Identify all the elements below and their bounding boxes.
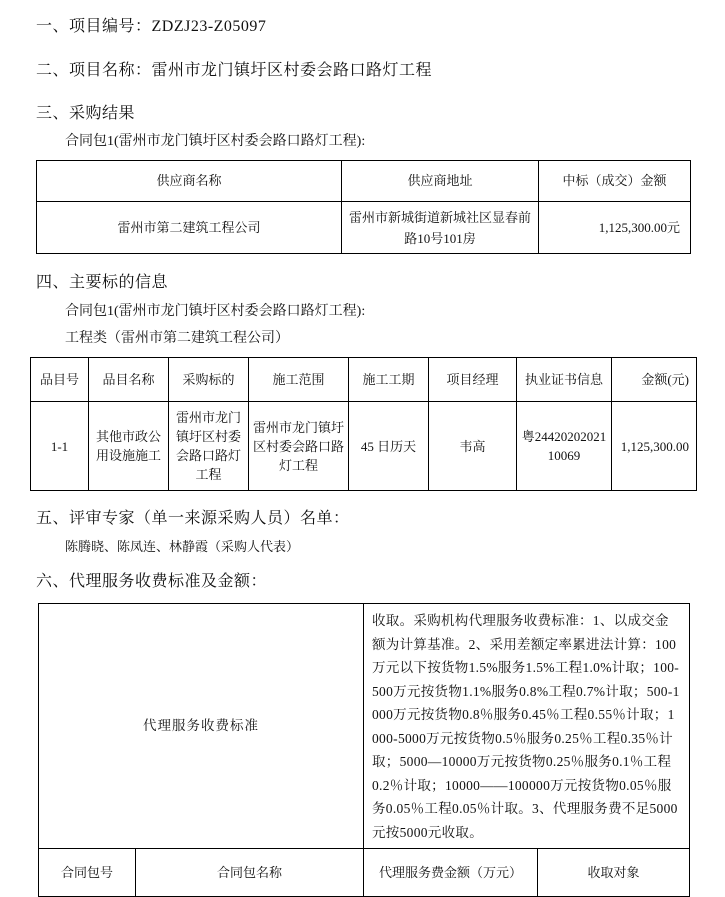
supplier-name-header: 供应商名称 <box>37 161 342 202</box>
supplier-name-cell: 雷州市第二建筑工程公司 <box>37 202 342 254</box>
agency-fee-standard-content-cell: 收取。采购机构代理服务收费标准：1、以成交金额为计算基准。2、采用差额定率累进法计算：100万元以下按货物1.5%服务1.5%工程1.0%计取；100-500万元按货物1.1%服务0.8%工程0.7%计取；500-1000万元按货物0.8％服务0.45％工程0.55％计取；1000-5000万元按货物0.5％服务0.25％工程0.35％计取；5000—10000万元按货物0.25％服务0.1％工程0.2％计取；10000——100000万元按货物0.05％服务0.05％工程0.05％计取。3、代理服务费不足5000元按5000元收取。 <box>364 604 690 849</box>
certificate-info-header: 执业证书信息 <box>517 358 612 402</box>
supplier-address-header: 供应商地址 <box>342 161 539 202</box>
project-manager-cell: 韦高 <box>429 402 517 491</box>
item-no-header: 品目号 <box>31 358 89 402</box>
subject-table-data-row <box>31 402 697 491</box>
award-amount-header: 中标（成交）金额 <box>539 161 691 202</box>
contract-package-line-1: 合同包1(雷州市龙门镇圩区村委会路口路灯工程): <box>65 134 366 149</box>
agency-fee-standard-label-cell: 代理服务收费标准 <box>39 604 364 849</box>
item-name-header: 品目名称 <box>89 358 169 402</box>
construction-period-cell: 45 日历天 <box>349 402 429 491</box>
agency-fee-header-row <box>39 849 690 897</box>
section-heading-main-subject: 四、主要标的信息 <box>36 274 169 291</box>
section-heading-experts: 五、评审专家（单一来源采购人员）名单： <box>36 510 350 527</box>
experts-names-line: 陈腾晓、陈凤连、林静霞（采购人代表） <box>65 539 300 554</box>
construction-scope-cell: 雷州市龙门镇圩区村委会路口路灯工程 <box>249 402 349 491</box>
amount-header: 金额(元) <box>612 358 697 402</box>
subject-table-header-row <box>31 358 697 402</box>
procurement-subject-cell: 雷州市龙门镇圩区村委会路口路灯工程 <box>169 402 249 491</box>
amount-cell: 1,125,300.00 <box>612 402 697 491</box>
section-heading-agency-fee: 六、代理服务收费标准及金额： <box>36 573 268 590</box>
agency-fee-table <box>38 603 690 897</box>
item-name-cell: 其他市政公用设施施工 <box>89 402 169 491</box>
supplier-table-header-row <box>37 161 691 202</box>
subject-table <box>30 357 697 491</box>
agency-fee-standard-row <box>39 604 690 849</box>
contract-package-name-header: 合同包名称 <box>136 849 364 897</box>
supplier-address-cell: 雷州市新城街道新城社区显春前路10号101房 <box>342 202 539 254</box>
section-heading-project-name: 二、项目名称：雷州市龙门镇圩区村委会路口路灯工程 <box>36 62 433 79</box>
procurement-subject-header: 采购标的 <box>169 358 249 402</box>
item-no-cell: 1-1 <box>31 402 89 491</box>
award-amount-cell: 1,125,300.00元 <box>539 202 691 254</box>
construction-scope-header: 施工范围 <box>249 358 349 402</box>
agency-fee-amount-header: 代理服务费金额（万元） <box>364 849 538 897</box>
contract-package-no-header: 合同包号 <box>39 849 136 897</box>
fee-payer-header: 收取对象 <box>538 849 690 897</box>
certificate-info-cell: 粤2442020202110069 <box>517 402 612 491</box>
section-heading-project-number: 一、项目编号：ZDZJ23-Z05097 <box>36 18 267 35</box>
section-heading-procurement-result: 三、采购结果 <box>36 105 136 122</box>
project-manager-header: 项目经理 <box>429 358 517 402</box>
supplier-table-data-row <box>37 202 691 254</box>
construction-period-header: 施工工期 <box>349 358 429 402</box>
contract-package-line-2: 合同包1(雷州市龙门镇圩区村委会路口路灯工程): <box>65 304 366 319</box>
supplier-table <box>36 160 691 254</box>
engineering-type-line: 工程类（雷州市第二建筑工程公司） <box>65 331 289 346</box>
